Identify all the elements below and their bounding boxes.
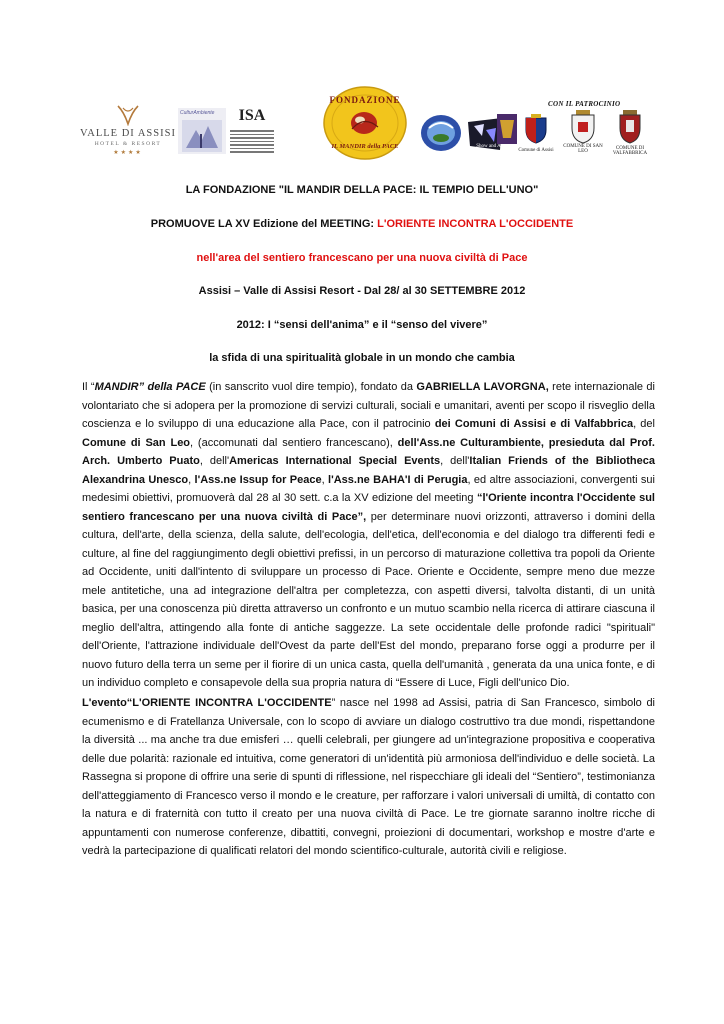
fondazione-mandir-logo [322, 85, 408, 161]
p1-text: , ed altre associazioni, convergenti sui medesimi obiettivi, promuoverà dal 28 al 30 sett. c.a la XV edizione del meeting [82, 473, 655, 504]
p1-text: , [188, 473, 195, 486]
heading-meeting [0, 218, 724, 230]
tv-logo [497, 114, 517, 144]
issup-globe-logo [420, 114, 462, 152]
heading-challenge: la sfida di una spiritualità globale in un mondo che cambia [209, 352, 515, 364]
paragraph-intro [82, 378, 655, 693]
san-leo-crest-icon [570, 110, 596, 144]
fondazione-label: FONDAZIONE [329, 95, 401, 105]
p1-text: , del [633, 418, 655, 430]
p2-event-title: L'evento“L'ORIENTE INCONTRA L'OCCIDENTE [82, 697, 332, 709]
comune-valfabbrica-label: COMUNE DI VALFABBRICA [612, 146, 648, 156]
p1-text: (in sanscrito vuol dire tempio), fondato da [205, 381, 417, 393]
p1-text: , [321, 473, 329, 486]
p1-founder: GABRIELLA LAVORGNA, [416, 381, 549, 393]
p1-culturambiente: dell'Ass.ne Culturambiente, presieduta dal Prof. Arch. Umberto Puato [82, 436, 655, 467]
comune-san-leo-label: COMUNE DI SAN LEO [563, 144, 603, 154]
paragraph-history [82, 694, 655, 861]
mandir-label: IL MANDIR della PACE [331, 143, 399, 150]
culturambiente-logo [178, 108, 226, 154]
heading-sentiero: nell'area del sentiero francescano per una nuova civiltà di Pace [196, 252, 528, 264]
p1-text: , dell' [440, 455, 470, 467]
isa-fine-print [228, 128, 276, 155]
p1-san-leo: Comune di San Leo [82, 436, 191, 449]
p2-text: ” nasce nel 1998 ad Assisi, patria di San Francesco, simbolo di ecumenismo e di Fratellanza Universale, con lo scopo di avviare un dialogo costruttivo tra due mondi, rispettandone la diversità ... ma anche tra due emisferi … quelli celebrali, per giungere ad un'integrazione propositiva e cooperativa delle due polarità: razionale ed intuitiva, come generatori di un'identità più armoniosa dell'individuo e delle società. La Rassegna si propone di offrire una serie di spunti di riflessione, nel rispecchiare gli ideali del “Sentiero”, testimonianza dell'atteggiamento di Francesco verso il mondo e le creature, per rafforzare i valori universali di umiltà, di contatto con la natura e di fraternità con tutto il creato per una nuova civiltà di Pace. Le tre giornate saranno inoltre ricche di appuntamenti con numerose conferenze, dibattiti, convegni, proiezioni di documentari, workshop e mostre d'arte e vedrà la partecipazione di qualificati relatori del mondo scientifico-culturale, autorità civili e religiose. [82, 697, 656, 857]
p1-americas: Americas International Special Events [229, 455, 441, 467]
p1-comuni: dei Comuni di Assisi e di Valfabbrica [434, 418, 634, 430]
valfabbrica-crest-icon [618, 110, 642, 144]
assisi-crest-icon [524, 114, 548, 144]
p1-text: rete internazionale di volontariato che si adopera per la promozione di servizi culturali, sociali e umanitari, aventi per scopo il risveglio della coscienza e lo sviluppo di una educazione alla Pace, con il patrocinio [82, 381, 655, 430]
p1-meeting-title: “l'Oriente incontra l'Occidente sul sentiero francescano per una nuova civiltà di Pace”, [82, 492, 655, 523]
p1-text: , dell' [199, 455, 230, 467]
culturambiente-label: CulturAmbiente [180, 110, 215, 116]
heading-dates: Assisi – Valle di Assisi Resort - Dal 28/ al 30 SETTEMBRE 2012 [198, 285, 526, 297]
p1-bahai: l'Ass.ne BAHA'I di Perugia [328, 473, 468, 486]
comune-assisi-label: Comune di Assisi [518, 148, 554, 153]
valle-subtitle: HOTEL & RESORT [94, 141, 162, 147]
logo-strip [0, 80, 724, 190]
valle-stars: ★★★★ [113, 150, 143, 156]
heading-meeting-sep: : [370, 218, 378, 230]
p1-alexandrina: Italian Friends of the Bibliotheca Alexandrina Unesco [82, 455, 655, 486]
p1-issup: l'Ass.ne Issup for Peace [194, 473, 322, 486]
show-and-art-label: Show and Art [476, 144, 504, 149]
patronage-label: CON IL PATROCINIO [548, 100, 621, 108]
isa-logo [228, 104, 276, 158]
heading-meeting-prefix: PROMUOVE LA XV Edizione del MEETING [150, 218, 371, 230]
valle-di-assisi-logo [78, 104, 178, 164]
valle-name: VALLE DI ASSISI [80, 128, 176, 139]
p1-text: Il “ [82, 381, 95, 393]
isa-mark: ISA [238, 107, 266, 124]
p1-text: , (accomunati dal sentiero francescano), [190, 436, 398, 449]
p1-mandir: MANDIR” della PACE [94, 381, 206, 393]
heading-theme: 2012: I “sensi dell'anima” e il “senso del vivere” [236, 319, 488, 331]
heading-foundation: LA FONDAZIONE "IL MANDIR DELLA PACE: IL TEMPIO DELL'UNO" [185, 184, 539, 196]
p1-text: per determinare nuovi orizzonti, attraverso i domini della cultura, dell'arte, della scienza, della salute, dell'ecologia, dell'etica, dell'economia e del dialogo tra differenti fedi e culture, al fine del raggiungimento degli obiettivi prefissi, in un percorso di maturazione collettiva tra popoli da Oriente ad Occidente, uniti dall'intento di sviluppare un processo di Pace. Oriente e Occidente, sempre meno due mezze mele antitetiche, una ad integrazione dell'altra per completezza, con aspetti diversi, talvolta distanti, di un unità basica, per una conoscenza più diretta attraverso un confronto e un mutuo scambio nella ricerca di attirare ciascuna il meglio dell'altra, attingendo alla fonte di antiche saggezze. La sete occidentale delle profonde radici "spirituali" dell'Oriente, l'attrazione individuale dell'Ovest da parte dell'Est del mondo, preparano forse oggi a produrre per il nuovo futuro della terra un seme per il fiorire di un unica casta, quella dell'umanità , generata da una unica fonte, e di un individuo completo e consapevole della sua propria natura di “Essere di Luce, Figli dell'unico Dio. [82, 510, 656, 689]
heading-meeting-title: L'ORIENTE INCONTRA L'OCCIDENTE [377, 218, 574, 230]
